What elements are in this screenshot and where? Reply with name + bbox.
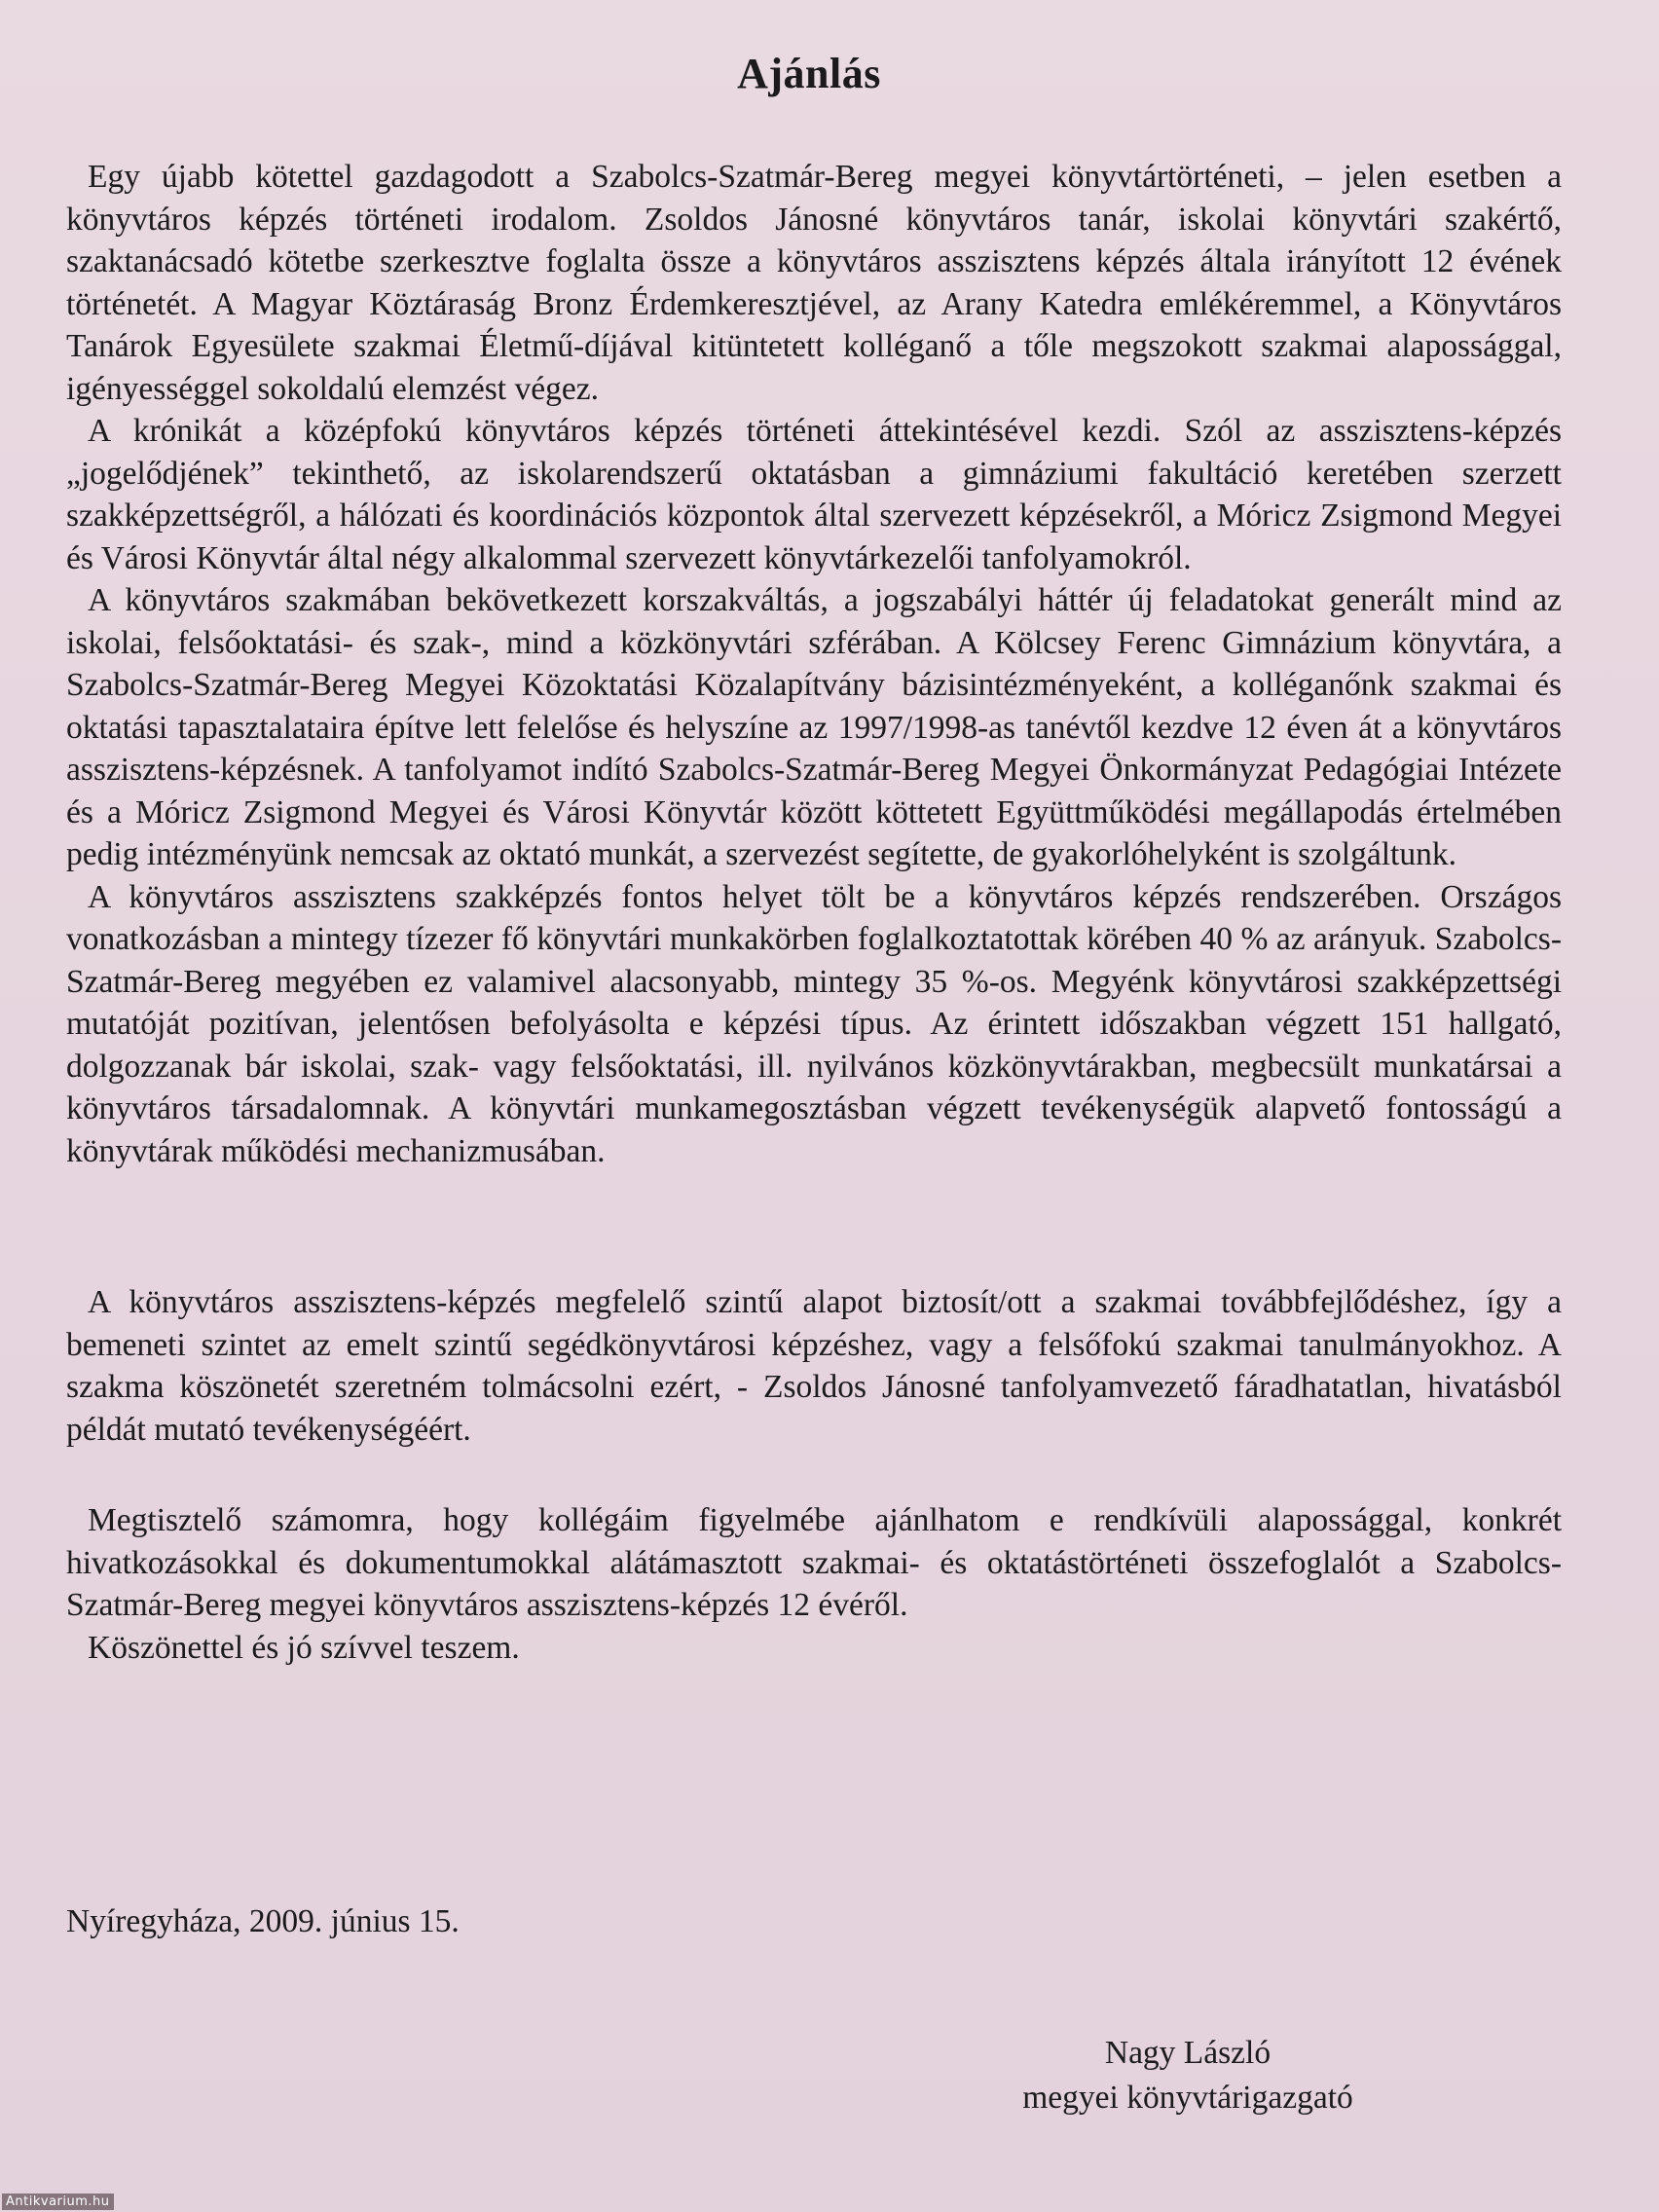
paragraph-closing: Köszönettel és jó szívvel teszem. <box>88 1629 520 1666</box>
paragraph-recommendation: Megtisztelő számomra, hogy kollégáim figyelmébe ajánlhatom e rendkívüli alapossággal, konkrét hivatkozásokkal és dokumentumokkal alátámasztott szakmai- és oktatástörténeti összefoglalót a Szabolcs-Szatmár-Bereg megyei könyvtáros asszisztens-képzés 12 évéről. <box>66 1502 1562 1623</box>
paragraph-era-change: A könyvtáros szakmában bekövetkezett korszakváltás, a jogszabályi háttér új feladatokat generált mind az iskolai, felsőoktatási- és szak-, mind a közkönyvtári szférában. A Kölcsey Ferenc Gimnázium könyvtára, a Szabolcs-Szatmár-Bereg Megyei Közoktatási Közalapítvány bázisintézményeként, a kolléganőnk szakmai és oktatási tapasztalataira építve lett felelőse és helyszíne az 1997/1998-as tanévtől kezdve 12 éven át a könyvtáros asszisztens-képzésnek. A tanfolyamot indító Szabolcs-Szatmár-Bereg Megyei Önkormányzat Pedagógiai Intézete és a Móricz Zsigmond Megyei és Városi Könyvtár között köttetett Együttműködési megállapodás értelmében pedig intézményünk nemcsak az oktató munkát, a szervezést segítette, de gyakorlóhelyként is szolgáltunk. <box>66 582 1562 872</box>
signer-name: Nagy László <box>1104 2035 1272 2071</box>
signer-title: megyei könyvtárigazgató <box>1022 2080 1353 2116</box>
paragraph-foundation: A könyvtáros asszisztens-képzés megfelelő szintű alapot biztosít/ott a szakmai továbbfejlődéshez, így a bemeneti szintet az emelt szintű segédkönyvtárosi képzéshez, vagy a felsőfokú szakmai tanulmányokhoz. A szakma köszönetét szeretném tolmácsolni ezért, - Zsoldos Jánosné tanfolyamvezető fáradhatatlan, hivatásból példát mutató tevékenységéért. <box>66 1284 1562 1448</box>
spacer <box>66 1172 1562 1281</box>
page-title: Ajánlás <box>737 50 881 97</box>
paragraph-chronicle: A krónikát a középfokú könyvtáros képzés történeti áttekintésével kezdi. Szól az asszisztens-képzés „jogelődjének” tekinthető, az iskolarendszerű oktatásban a gimnáziumi fakultáció keretében szerzett szakképzettségről, a hálózati és koordinációs központok által szervezett képzésekről, a Móricz Zsigmond Megyei és Városi Könyvtár által négy alkalommal szervezett könyvtárkezelői tanfolyamokról. <box>66 413 1562 576</box>
paragraph-intro: Egy újabb kötettel gazdagodott a Szabolcs-Szatmár-Bereg megyei könyvtártörténeti, – jelen esetben a könyvtáros képzés történeti irodalom. Zsoldos Jánosné könyvtáros tanár, iskolai könyvtári szakértő, szaktanácsadó kötetbe szerkesztve foglalta össze a könyvtáros asszisztens képzés általa irányított 12 évének történetét. A Magyar Köztáraság Bronz Érdemkeresztjével, az Arany Katedra emlékéremmel, a Könyvtáros Tanárok Egyesülete szakmai Életmű-díjával kitüntetett kolléganő a tőle megszokott szakmai alapossággal, igényességgel sokoldalú elemzést végez. <box>66 159 1562 407</box>
spacer <box>66 1451 1562 1499</box>
signature-block <box>993 2031 1382 2120</box>
paragraph-importance: A könyvtáros asszisztens szakképzés fontos helyet tölt be a könyvtáros képzés rendszerében. Országos vonatkozásban a mintegy tízezer fő könyvtári munkakörben foglalkoztatottak körében 40 % az arányuk. Szabolcs-Szatmár-Bereg megyében ez valamivel alacsonyabb, mintegy 35 %-os. Megyénk könyvtárosi szakképzettségi mutatóját pozitívan, jelentősen befolyásolta e képzési típus. Az érintett időszakban végzett 151 hallgató, dolgozzanak bár iskolai, szak- vagy felsőoktatási, ill. nyilvános közkönyvtárakban, megbecsült munkatársai a könyvtáros társadalomnak. A könyvtári munkamegosztásban végzett tevékenységük alapvető fontosságú a könyvtárak működési mechanizmusában. <box>66 878 1562 1169</box>
place-date: Nyíregyháza, 2009. június 15. <box>66 1903 460 1939</box>
document-body <box>66 156 1562 1669</box>
watermark: Antikvarium.hu <box>2 2194 114 2210</box>
